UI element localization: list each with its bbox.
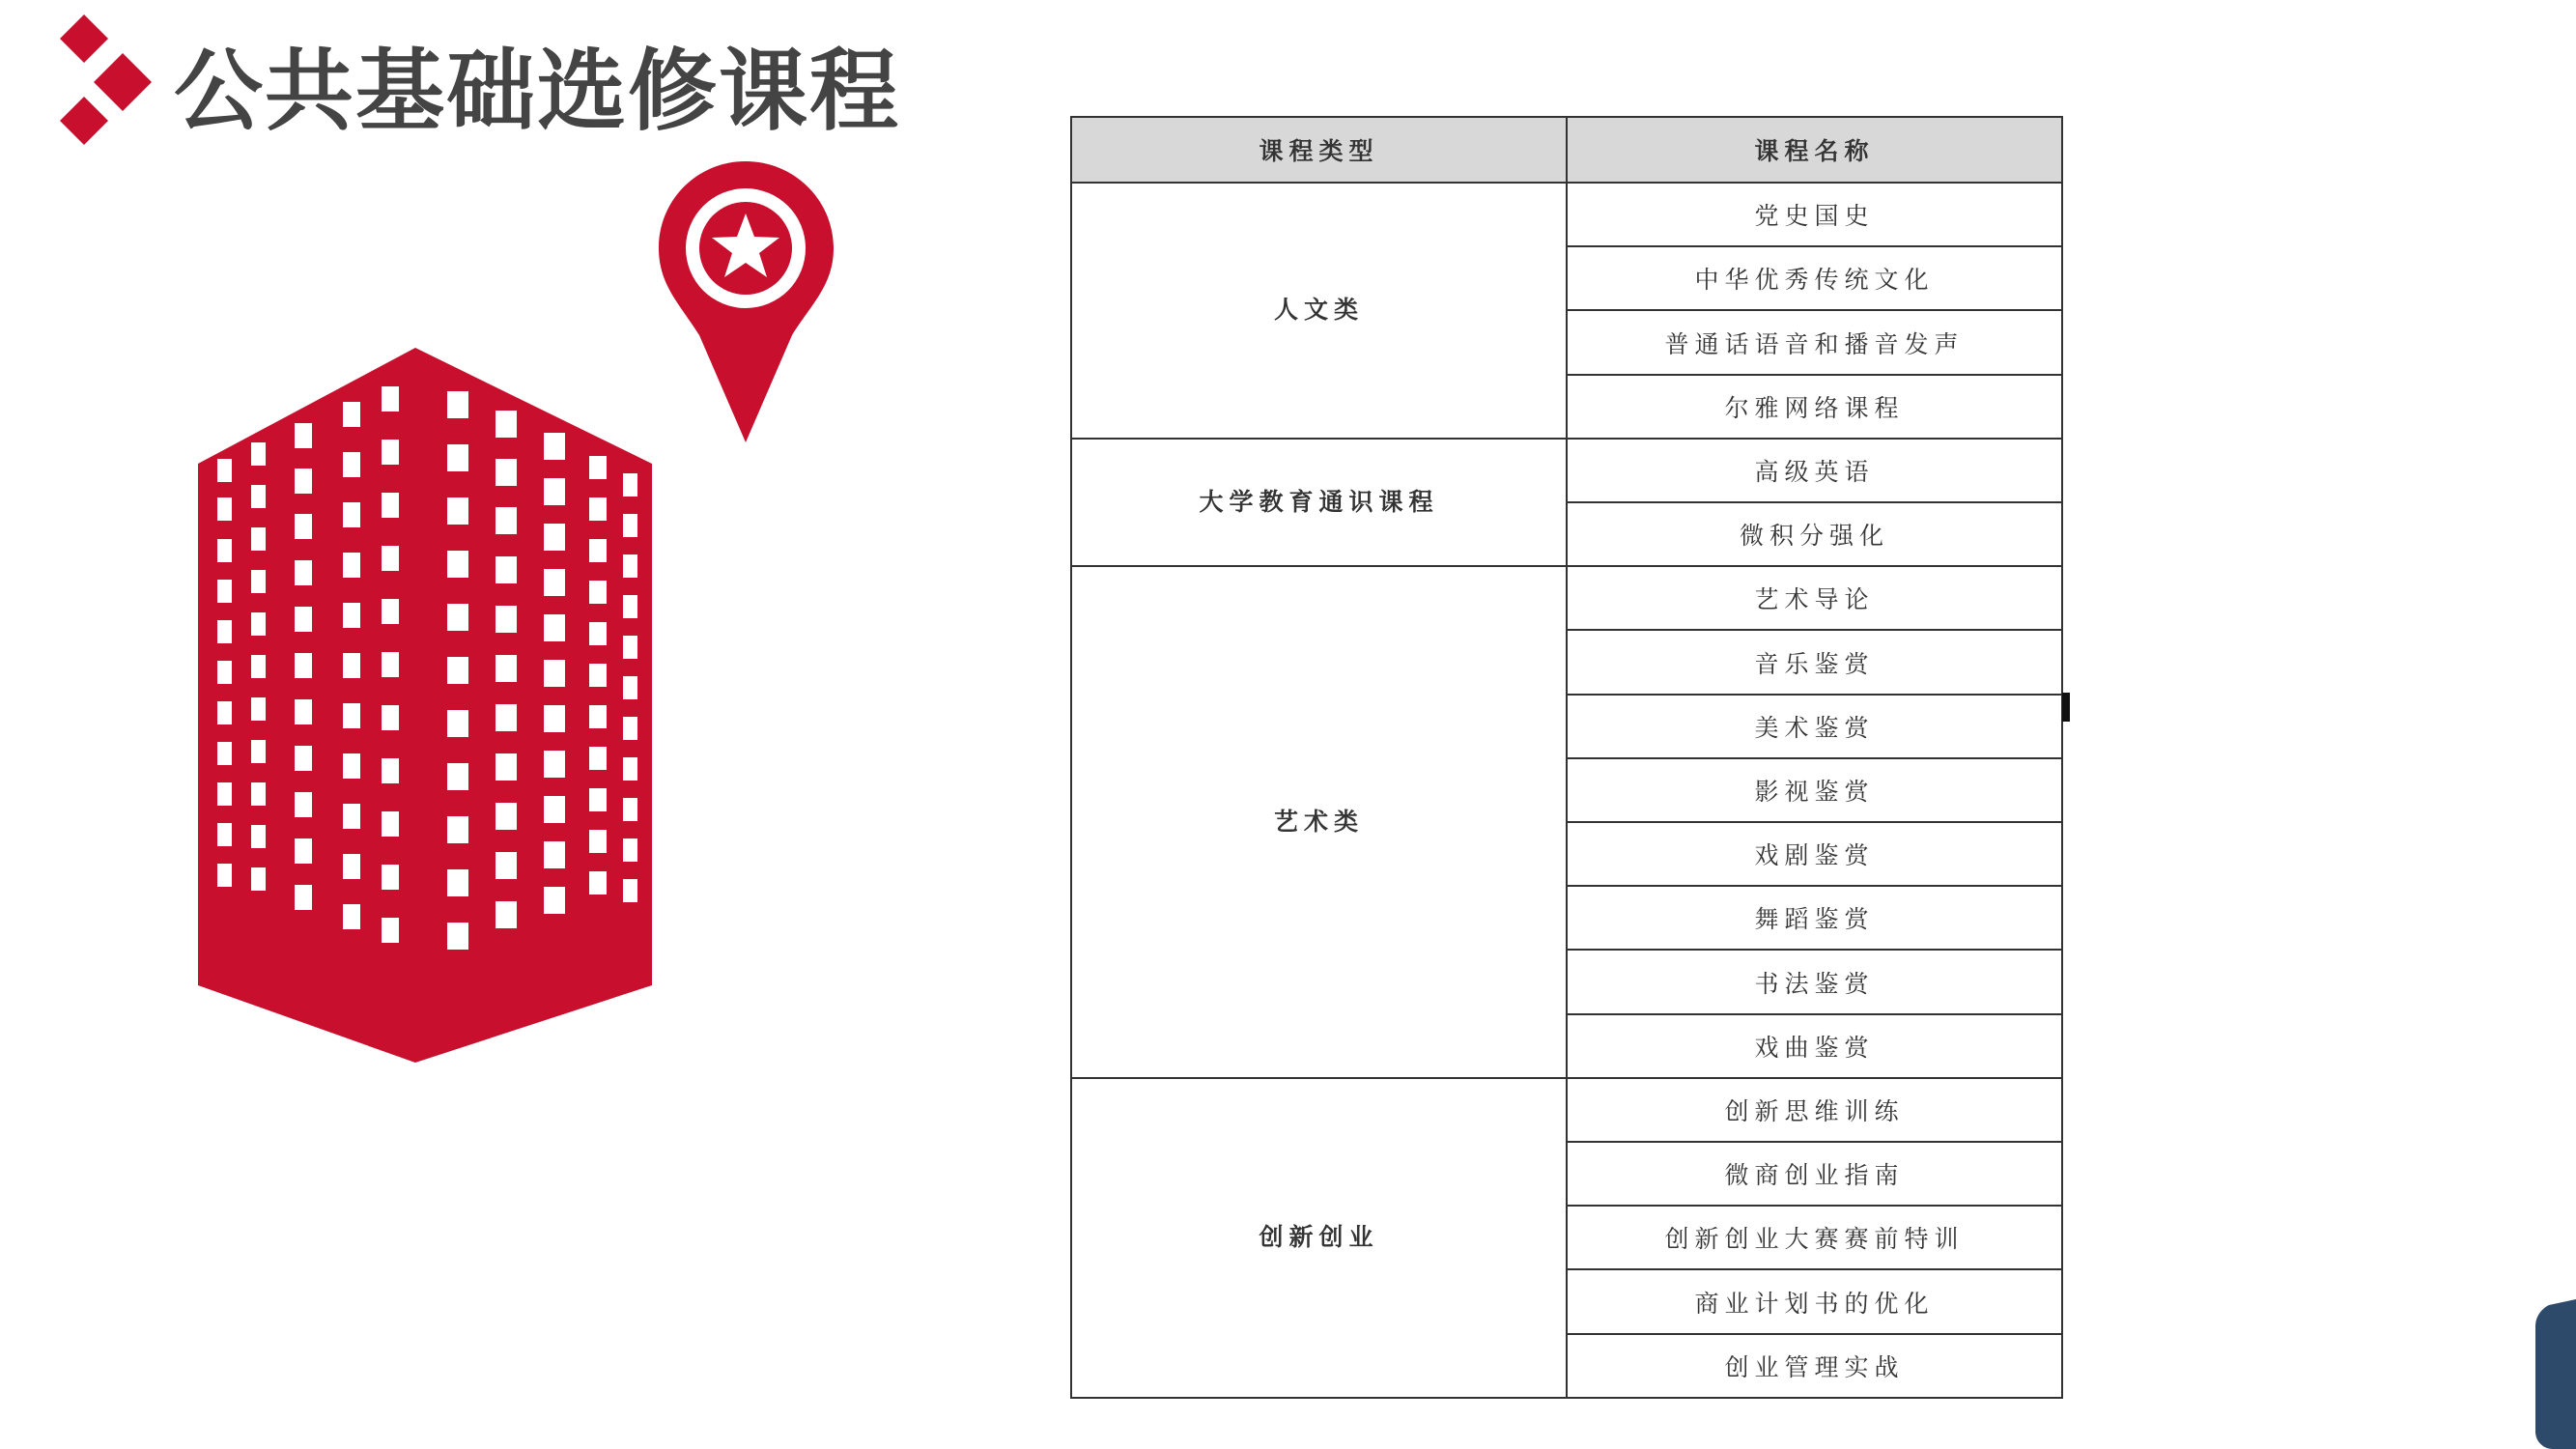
category-cell: 创新创业 xyxy=(1071,1078,1567,1398)
corner-decoration xyxy=(2535,1299,2576,1449)
course-cell: 艺术导论 xyxy=(1567,566,2062,630)
category-cell: 艺术类 xyxy=(1071,566,1567,1078)
location-pin-star-icon xyxy=(657,159,835,444)
course-cell: 高级英语 xyxy=(1567,439,2062,502)
table-row xyxy=(1071,1078,2062,1142)
course-cell: 音乐鉴赏 xyxy=(1567,630,2062,694)
header-name: 课程名称 xyxy=(1567,117,2062,183)
course-cell: 创新创业大赛赛前特训 xyxy=(1567,1206,2062,1269)
course-cell: 戏剧鉴赏 xyxy=(1567,822,2062,886)
course-cell: 商业计划书的优化 xyxy=(1567,1269,2062,1333)
course-cell: 微积分强化 xyxy=(1567,502,2062,566)
table-header-row xyxy=(1071,117,2062,183)
category-cell: 人文类 xyxy=(1071,183,1567,439)
course-cell: 党史国史 xyxy=(1567,183,2062,246)
course-cell: 书法鉴赏 xyxy=(1567,950,2062,1013)
table-row xyxy=(1071,183,2062,246)
diamond-cluster-icon xyxy=(53,14,155,150)
course-cell: 微商创业指南 xyxy=(1567,1142,2062,1206)
header-category: 课程类型 xyxy=(1071,117,1567,183)
category-cell: 大学教育通识课程 xyxy=(1071,439,1567,566)
course-cell: 普通话语音和播音发声 xyxy=(1567,310,2062,374)
building-icon xyxy=(198,348,662,1063)
table-row xyxy=(1071,566,2062,630)
table-row xyxy=(1071,439,2062,502)
course-cell: 戏曲鉴赏 xyxy=(1567,1014,2062,1078)
course-cell: 舞蹈鉴赏 xyxy=(1567,886,2062,950)
course-cell: 影视鉴赏 xyxy=(1567,758,2062,822)
course-cell: 尔雅网络课程 xyxy=(1567,375,2062,439)
course-cell: 中华优秀传统文化 xyxy=(1567,246,2062,310)
course-table xyxy=(1070,116,2063,1399)
text-cursor-mark xyxy=(2062,693,2070,722)
page-title: 公共基础选修课程 xyxy=(174,40,901,143)
course-cell: 创业管理实战 xyxy=(1567,1334,2062,1398)
course-cell: 创新思维训练 xyxy=(1567,1078,2062,1142)
course-cell: 美术鉴赏 xyxy=(1567,695,2062,758)
